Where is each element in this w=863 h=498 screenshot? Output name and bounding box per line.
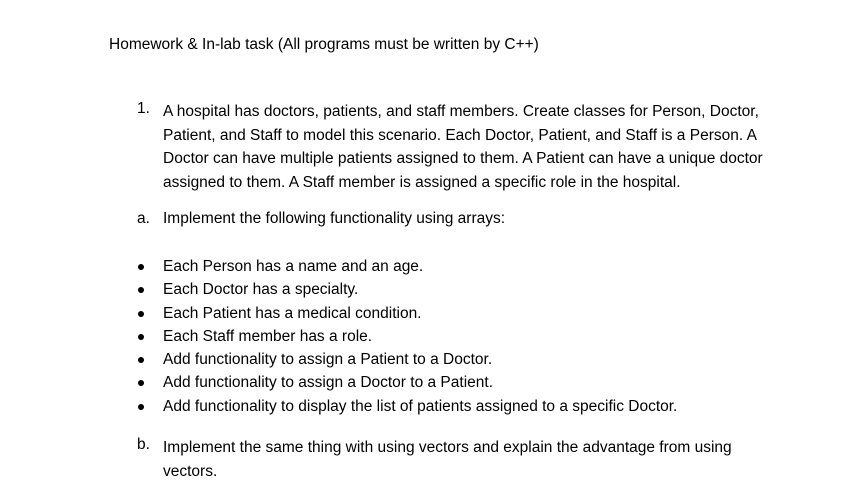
bullet-dot-icon (138, 334, 144, 340)
bullet-dot-icon (138, 404, 144, 410)
bullet-text: Add functionality to display the list of patients assigned to a specific Doctor. (163, 397, 678, 415)
item-b-marker: b. (137, 436, 150, 453)
bullet-dot-icon (138, 287, 144, 293)
bullet-item (137, 348, 677, 371)
item-b-text (163, 436, 837, 483)
bullet-text: Add functionality to assign a Patient to a Doctor. (163, 351, 493, 369)
item-b-line: vectors. (163, 462, 218, 480)
item-b-line: Implement the same thing with using vectors and explain the advantage from using (163, 439, 732, 456)
bullet-item (137, 255, 677, 278)
bullet-text: Each Staff member has a role. (163, 327, 373, 345)
item-1-text (163, 100, 837, 194)
item-1-line: assigned to them. A Staff member is assigned a specific role in the hospital. (163, 173, 681, 191)
bullet-text: Each Person has a name and an age. (163, 258, 424, 275)
item-1-marker: 1. (137, 100, 150, 117)
sub-item-a (137, 210, 505, 228)
bullet-dot-icon (138, 380, 144, 386)
sub-item-b (137, 436, 837, 483)
bullet-dot-icon (138, 311, 144, 317)
bullet-item (137, 302, 677, 325)
bullet-item (137, 278, 677, 301)
bullet-dot-icon (138, 357, 144, 363)
bullet-text: Each Patient has a medical condition. (163, 304, 422, 322)
bullet-text: Add functionality to assign a Doctor to a Patient. (163, 374, 493, 392)
item-a-text: Implement the following functionality using arrays: (163, 210, 506, 227)
item-a-marker: a. (137, 210, 150, 227)
item-1-line: Doctor can have multiple patients assigned to them. A Patient can have a unique doctor (163, 150, 763, 167)
item-1-line: Patient, and Staff to model this scenario. Each Doctor, Patient, and Staff is a Person. A (163, 126, 757, 144)
bullet-dot-icon (138, 264, 144, 270)
bullet-item (137, 325, 677, 348)
item-1-line: A hospital has doctors, patients, and staff members. Create classes for Person, Doctor, (163, 103, 759, 120)
bullet-text: Each Doctor has a specialty. (163, 281, 359, 299)
numbered-item-1 (137, 100, 837, 194)
bullet-item (137, 395, 677, 418)
document-title: Homework & In-lab task (All programs must be written by C++) (109, 36, 539, 53)
bullet-item (137, 371, 677, 394)
bullet-list (137, 255, 677, 418)
